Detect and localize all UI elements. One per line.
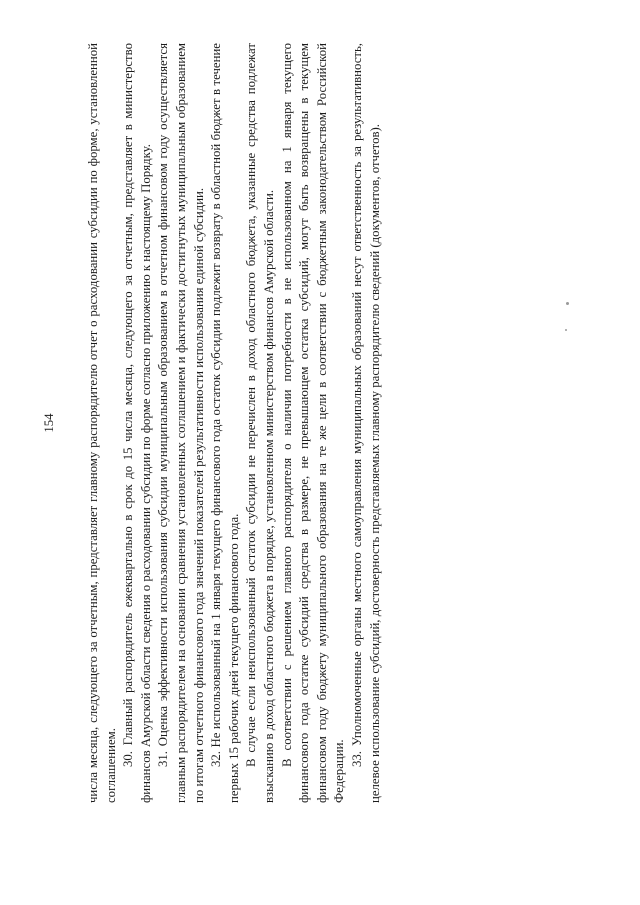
paragraph-33: 33. Уполномоченные органы местного самоуправления муниципальных образований несут ответственность за результативность, целевое использование субсидий, достоверность представляемых главному распорядителю сведений (документов, отчетов).	[349, 43, 382, 803]
paragraph-32-refund: В случае если неиспользованный остаток субсидии не перечислен в доход областного бюджета, указанные средства подлежат взысканию в доход областного бюджета в порядке, установленном министерством финансов Амурской области.	[244, 43, 276, 803]
page-number: 154	[42, 413, 56, 433]
paragraph-continuation: числа месяца, следующего за отчетным, представляет главному распорядителю отчет о расходовании субсидии по форме, установленной соглашением.	[86, 43, 118, 803]
paragraph-31: 31. Оценка эффективности использования субсидии муниципальным образованием в отчетном финансовом году осуществляется главным распорядителем на основании сравнения установленных соглашением и фактически достигнутых муниципальным образованием по итогам отчетного финансового года значений показателей результативности использования единой субсидии.	[156, 43, 206, 803]
paragraph-32: 32. Не использованный на 1 января текущего финансового года остаток субсидии подлежит возврату в областной бюджет в течение первых 15 рабочих дней текущего финансового года.	[209, 43, 241, 803]
rotated-text-block	[42, 43, 525, 803]
scan-speck	[566, 302, 569, 305]
paragraph-30: 30. Главный распорядитель ежеквартально в срок до 15 числа месяца, следующего за отчетным, представляет в министерство финансов Амурской области сведения о расходовании субсидии по форме согласно приложению к настоящему Порядку.	[121, 43, 153, 803]
scan-speck	[565, 329, 567, 331]
paragraph-32-return: В соответствии с решением главного распорядителя о наличии потребности в не использованном на 1 января текущего финансового года остатке субсидий средства в размере, не превышающем остатка субсидий, могут быть возвращены в текущем финансовом году бюджету муниципального образования на те же цели в соответствии с бюджетным законодательством Российской Федерации.	[279, 43, 347, 803]
